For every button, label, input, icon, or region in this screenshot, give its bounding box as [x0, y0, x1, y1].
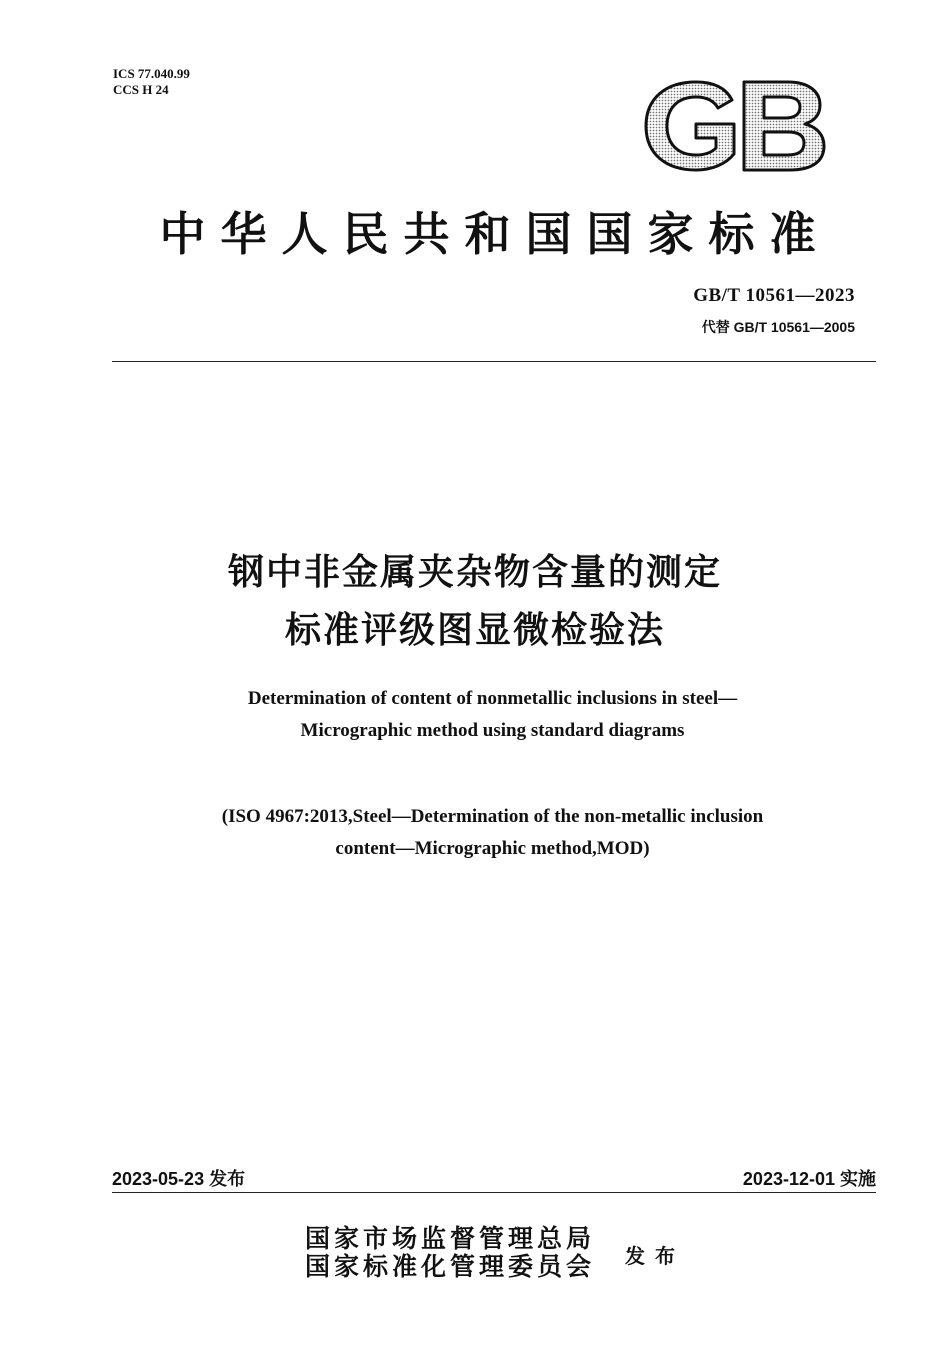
replaces-standard: 代替 GB/T 10561—2005	[701, 319, 855, 335]
issuer-line1: 国家市场监督管理总局	[305, 1224, 596, 1253]
iso-reference-line1: (ISO 4967:2013,Steel—Determination of the non-metallic inclusion	[221, 806, 764, 827]
issue-date: 2023-05-23 发布	[112, 1169, 246, 1189]
standard-number: GB/T 10561—2023	[693, 285, 855, 306]
implementation-date: 2023-12-01 实施	[742, 1169, 876, 1189]
national-standard-title: 中华人民共和国国家标准	[159, 207, 831, 261]
issuer-line2: 国家标准化管理委员会	[305, 1252, 596, 1281]
classification-codes	[113, 66, 190, 98]
footer-divider	[112, 1192, 876, 1193]
en-title-line2: Micrographic method using standard diagrams	[300, 720, 685, 741]
iso-reference-line2: content—Micrographic method,MOD)	[335, 838, 650, 859]
issuer-block	[305, 1225, 595, 1281]
cn-title-line1: 钢中非金属夹杂物含量的测定	[227, 552, 722, 593]
ics-code: ICS 77.040.99	[113, 66, 190, 81]
ccs-code: CCS H 24	[113, 82, 169, 97]
gb-logo-icon	[640, 78, 830, 173]
cn-title-line2: 标准评级图显微检验法	[284, 610, 665, 651]
header-divider	[112, 361, 876, 362]
issuer-action: 发布	[625, 1244, 685, 1268]
en-title-line1: Determination of content of nonmetallic inclusions in steel—	[247, 688, 738, 709]
